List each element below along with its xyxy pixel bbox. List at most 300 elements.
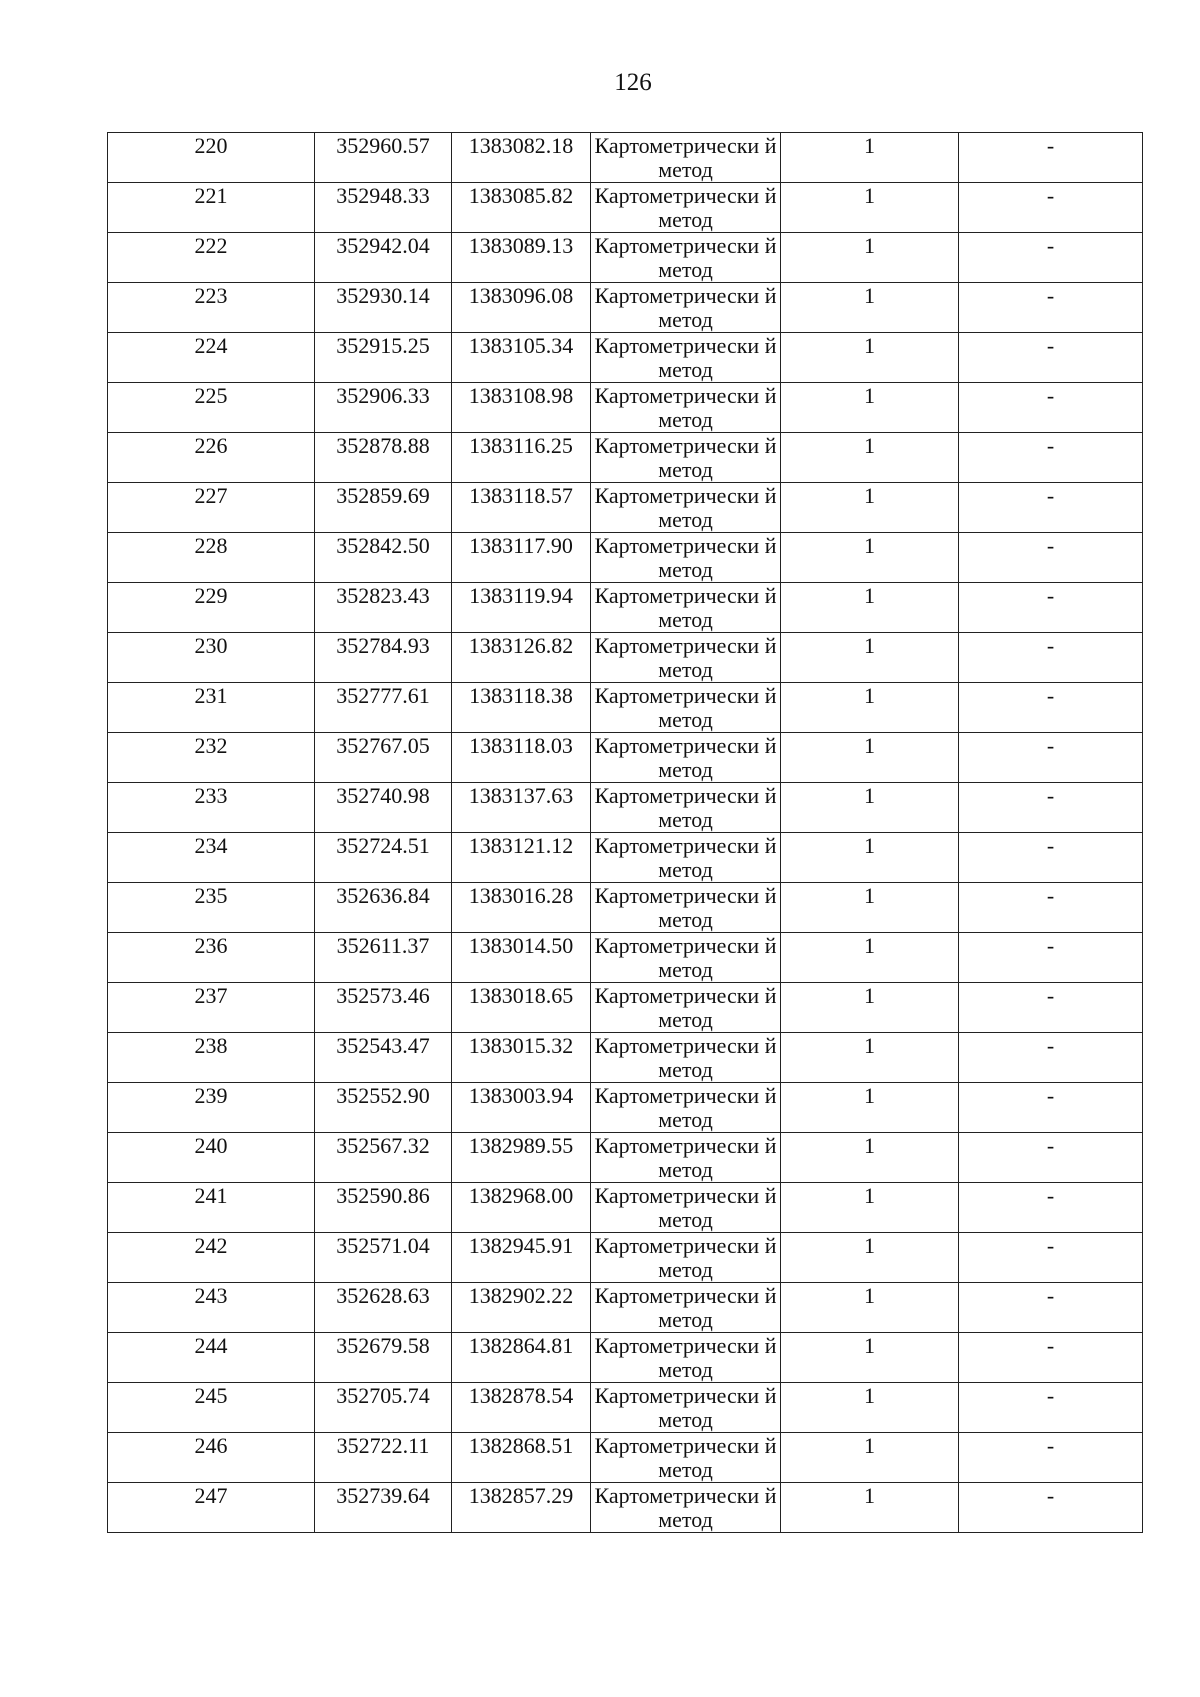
table-row (108, 1333, 1143, 1383)
x-coordinate-cell (315, 1433, 452, 1483)
table-row (108, 183, 1143, 233)
point-number-value: 238 (194, 1033, 228, 1058)
point-number-cell (108, 483, 315, 533)
description-cell (959, 133, 1143, 183)
description-value: - (1046, 1133, 1055, 1158)
description-cell (959, 1233, 1143, 1283)
x-coordinate-value: 352777.61 (336, 683, 430, 708)
x-coordinate-value: 352724.51 (336, 833, 430, 858)
description-cell (959, 1083, 1143, 1133)
x-coordinate-cell (315, 1283, 452, 1333)
description-value: - (1046, 533, 1055, 558)
accuracy-cell (781, 933, 959, 983)
y-coordinate-value: 1383108.98 (468, 383, 574, 408)
description-value: - (1046, 1383, 1055, 1408)
method-value: Картометрически й метод (594, 1033, 777, 1082)
description-cell (959, 283, 1143, 333)
y-coordinate-value: 1383089.13 (468, 233, 574, 258)
x-coordinate-value: 352679.58 (336, 1333, 430, 1358)
point-number-value: 229 (194, 583, 228, 608)
y-coordinate-value: 1382945.91 (468, 1233, 574, 1258)
description-cell (959, 1433, 1143, 1483)
description-cell (959, 1183, 1143, 1233)
method-value: Картометрически й метод (594, 333, 777, 382)
x-coordinate-value: 352628.63 (336, 1283, 430, 1308)
table-row (108, 533, 1143, 583)
accuracy-cell (781, 433, 959, 483)
point-number-cell (108, 1483, 315, 1533)
description-value: - (1046, 333, 1055, 358)
y-coordinate-cell (452, 933, 591, 983)
accuracy-cell (781, 1283, 959, 1333)
accuracy-value: 1 (864, 333, 875, 358)
point-number-value: 237 (194, 983, 228, 1008)
accuracy-value: 1 (864, 1383, 875, 1408)
description-cell (959, 833, 1143, 883)
table-row (108, 783, 1143, 833)
accuracy-cell (781, 983, 959, 1033)
y-coordinate-cell (452, 283, 591, 333)
y-coordinate-value: 1383137.63 (468, 783, 574, 808)
y-coordinate-cell (452, 1183, 591, 1233)
method-value: Картометрически й метод (594, 483, 777, 532)
x-coordinate-value: 352906.33 (336, 383, 430, 408)
method-value: Картометрически й метод (594, 1483, 777, 1532)
point-number-cell (108, 933, 315, 983)
description-value: - (1046, 783, 1055, 808)
table-row (108, 233, 1143, 283)
x-coordinate-cell (315, 133, 452, 183)
description-cell (959, 1133, 1143, 1183)
description-cell (959, 433, 1143, 483)
accuracy-cell (781, 1383, 959, 1433)
point-number-value: 233 (194, 783, 228, 808)
point-number-value: 224 (194, 333, 228, 358)
accuracy-value: 1 (864, 683, 875, 708)
y-coordinate-cell (452, 1483, 591, 1533)
method-cell (591, 1483, 781, 1533)
method-cell (591, 233, 781, 283)
y-coordinate-cell (452, 1083, 591, 1133)
description-value: - (1046, 383, 1055, 408)
accuracy-cell (781, 283, 959, 333)
method-cell (591, 1133, 781, 1183)
x-coordinate-cell (315, 933, 452, 983)
accuracy-cell (781, 1133, 959, 1183)
point-number-value: 235 (194, 883, 228, 908)
accuracy-value: 1 (864, 283, 875, 308)
point-number-cell (108, 1283, 315, 1333)
y-coordinate-value: 1382857.29 (468, 1483, 574, 1508)
table-row (108, 1033, 1143, 1083)
y-coordinate-cell (452, 1033, 591, 1083)
point-number-cell (108, 1233, 315, 1283)
point-number-value: 223 (194, 283, 228, 308)
point-number-value: 226 (194, 433, 228, 458)
point-number-cell (108, 783, 315, 833)
accuracy-cell (781, 183, 959, 233)
description-cell (959, 583, 1143, 633)
description-cell (959, 533, 1143, 583)
accuracy-value: 1 (864, 433, 875, 458)
point-number-cell (108, 433, 315, 483)
x-coordinate-cell (315, 283, 452, 333)
y-coordinate-value: 1382902.22 (468, 1283, 574, 1308)
table-body (108, 133, 1143, 1533)
y-coordinate-value: 1383015.32 (468, 1033, 574, 1058)
point-number-cell (108, 333, 315, 383)
description-value: - (1046, 983, 1055, 1008)
table-row (108, 683, 1143, 733)
description-cell (959, 183, 1143, 233)
method-cell (591, 933, 781, 983)
y-coordinate-value: 1383003.94 (468, 1083, 574, 1108)
description-value: - (1046, 233, 1055, 258)
y-coordinate-cell (452, 1283, 591, 1333)
description-cell (959, 783, 1143, 833)
accuracy-cell (781, 783, 959, 833)
point-number-value: 230 (194, 633, 228, 658)
description-cell (959, 733, 1143, 783)
table-row (108, 333, 1143, 383)
description-cell (959, 683, 1143, 733)
table-row (108, 1183, 1143, 1233)
description-value: - (1046, 833, 1055, 858)
x-coordinate-value: 352960.57 (336, 133, 430, 158)
description-value: - (1046, 1433, 1055, 1458)
accuracy-cell (781, 633, 959, 683)
method-value: Картометрически й метод (594, 1333, 777, 1382)
x-coordinate-value: 352543.47 (336, 1033, 430, 1058)
method-cell (591, 533, 781, 583)
accuracy-value: 1 (864, 983, 875, 1008)
x-coordinate-value: 352823.43 (336, 583, 430, 608)
description-value: - (1046, 133, 1055, 158)
y-coordinate-value: 1382868.51 (468, 1433, 574, 1458)
x-coordinate-value: 352739.64 (336, 1483, 430, 1508)
point-number-value: 240 (194, 1133, 228, 1158)
accuracy-value: 1 (864, 733, 875, 758)
y-coordinate-cell (452, 533, 591, 583)
accuracy-value: 1 (864, 1133, 875, 1158)
accuracy-value: 1 (864, 1433, 875, 1458)
accuracy-cell (781, 333, 959, 383)
description-cell (959, 1333, 1143, 1383)
table-row (108, 833, 1143, 883)
point-number-value: 242 (194, 1233, 228, 1258)
x-coordinate-cell (315, 1383, 452, 1433)
x-coordinate-cell (315, 683, 452, 733)
x-coordinate-value: 352767.05 (336, 733, 430, 758)
method-cell (591, 283, 781, 333)
description-value: - (1046, 933, 1055, 958)
x-coordinate-value: 352552.90 (336, 1083, 430, 1108)
point-number-cell (108, 983, 315, 1033)
x-coordinate-value: 352915.25 (336, 333, 430, 358)
accuracy-value: 1 (864, 883, 875, 908)
x-coordinate-cell (315, 1483, 452, 1533)
description-value: - (1046, 1083, 1055, 1108)
x-coordinate-cell (315, 233, 452, 283)
table-row (108, 733, 1143, 783)
x-coordinate-value: 352611.37 (336, 933, 430, 958)
y-coordinate-value: 1382864.81 (468, 1333, 574, 1358)
point-number-value: 232 (194, 733, 228, 758)
table-row (108, 283, 1143, 333)
accuracy-value: 1 (864, 483, 875, 508)
description-cell (959, 633, 1143, 683)
x-coordinate-cell (315, 583, 452, 633)
y-coordinate-cell (452, 383, 591, 433)
y-coordinate-cell (452, 583, 591, 633)
point-number-value: 236 (194, 933, 228, 958)
y-coordinate-value: 1383082.18 (468, 133, 574, 158)
x-coordinate-cell (315, 183, 452, 233)
accuracy-value: 1 (864, 583, 875, 608)
point-number-value: 221 (194, 183, 228, 208)
x-coordinate-cell (315, 1083, 452, 1133)
page-number: 126 (614, 69, 652, 96)
point-number-cell (108, 733, 315, 783)
x-coordinate-value: 352705.74 (336, 1383, 430, 1408)
point-number-cell (108, 283, 315, 333)
point-number-cell (108, 133, 315, 183)
accuracy-value: 1 (864, 183, 875, 208)
accuracy-value: 1 (864, 1033, 875, 1058)
x-coordinate-value: 352878.88 (336, 433, 430, 458)
table-row (108, 1283, 1143, 1333)
accuracy-value: 1 (864, 933, 875, 958)
table-row (108, 1233, 1143, 1283)
table-row (108, 1133, 1143, 1183)
method-value: Картометрически й метод (594, 383, 777, 432)
x-coordinate-cell (315, 533, 452, 583)
coordinates-table (107, 132, 1143, 1533)
table-row (108, 133, 1143, 183)
method-cell (591, 1033, 781, 1083)
description-value: - (1046, 683, 1055, 708)
y-coordinate-cell (452, 783, 591, 833)
method-value: Картометрически й метод (594, 583, 777, 632)
description-value: - (1046, 1233, 1055, 1258)
description-cell (959, 1033, 1143, 1083)
method-value: Картометрически й метод (594, 1283, 777, 1332)
method-value: Картометрически й метод (594, 933, 777, 982)
description-cell (959, 483, 1143, 533)
y-coordinate-cell (452, 883, 591, 933)
x-coordinate-cell (315, 1333, 452, 1383)
point-number-cell (108, 633, 315, 683)
description-cell (959, 983, 1143, 1033)
x-coordinate-value: 352784.93 (336, 633, 430, 658)
method-cell (591, 633, 781, 683)
point-number-value: 231 (194, 683, 228, 708)
method-value: Картометрически й метод (594, 1383, 777, 1432)
accuracy-cell (781, 733, 959, 783)
accuracy-cell (781, 1083, 959, 1133)
y-coordinate-cell (452, 1233, 591, 1283)
x-coordinate-cell (315, 1033, 452, 1083)
accuracy-cell (781, 133, 959, 183)
point-number-cell (108, 1383, 315, 1433)
x-coordinate-cell (315, 633, 452, 683)
x-coordinate-value: 352567.32 (336, 1133, 430, 1158)
description-value: - (1046, 583, 1055, 608)
table-row (108, 933, 1143, 983)
method-cell (591, 583, 781, 633)
method-cell (591, 733, 781, 783)
method-cell (591, 483, 781, 533)
accuracy-value: 1 (864, 383, 875, 408)
method-value: Картометрически й метод (594, 433, 777, 482)
point-number-cell (108, 533, 315, 583)
x-coordinate-value: 352740.98 (336, 783, 430, 808)
accuracy-cell (781, 233, 959, 283)
method-value: Картометрически й метод (594, 183, 777, 232)
description-value: - (1046, 433, 1055, 458)
accuracy-value: 1 (864, 1483, 875, 1508)
y-coordinate-value: 1383018.65 (468, 983, 574, 1008)
y-coordinate-cell (452, 233, 591, 283)
x-coordinate-cell (315, 883, 452, 933)
y-coordinate-value: 1382878.54 (468, 1383, 574, 1408)
description-cell (959, 1483, 1143, 1533)
accuracy-value: 1 (864, 233, 875, 258)
point-number-cell (108, 833, 315, 883)
description-value: - (1046, 1283, 1055, 1308)
method-cell (591, 1333, 781, 1383)
x-coordinate-value: 352571.04 (336, 1233, 430, 1258)
x-coordinate-cell (315, 1183, 452, 1233)
method-cell (591, 783, 781, 833)
point-number-cell (108, 1183, 315, 1233)
accuracy-cell (781, 1033, 959, 1083)
accuracy-value: 1 (864, 1233, 875, 1258)
accuracy-cell (781, 683, 959, 733)
y-coordinate-value: 1382989.55 (468, 1133, 574, 1158)
description-value: - (1046, 283, 1055, 308)
table-row (108, 983, 1143, 1033)
accuracy-cell (781, 833, 959, 883)
y-coordinate-value: 1383016.28 (468, 883, 574, 908)
y-coordinate-value: 1383126.82 (468, 633, 574, 658)
method-value: Картометрически й метод (594, 1433, 777, 1482)
x-coordinate-cell (315, 733, 452, 783)
description-value: - (1046, 633, 1055, 658)
point-number-value: 246 (194, 1433, 228, 1458)
description-value: - (1046, 183, 1055, 208)
x-coordinate-cell (315, 483, 452, 533)
point-number-cell (108, 683, 315, 733)
x-coordinate-value: 352590.86 (336, 1183, 430, 1208)
method-value: Картометрически й метод (594, 733, 777, 782)
x-coordinate-value: 352930.14 (336, 283, 430, 308)
table-row (108, 1433, 1143, 1483)
y-coordinate-value: 1383096.08 (468, 283, 574, 308)
table-row (108, 583, 1143, 633)
x-coordinate-value: 352859.69 (336, 483, 430, 508)
x-coordinate-value: 352948.33 (336, 183, 430, 208)
accuracy-value: 1 (864, 133, 875, 158)
accuracy-cell (781, 383, 959, 433)
x-coordinate-value: 352636.84 (336, 883, 430, 908)
y-coordinate-value: 1383105.34 (468, 333, 574, 358)
point-number-value: 239 (194, 1083, 228, 1108)
point-number-cell (108, 883, 315, 933)
y-coordinate-value: 1382968.00 (468, 1183, 574, 1208)
method-cell (591, 983, 781, 1033)
method-value: Картометрически й метод (594, 1233, 777, 1282)
y-coordinate-cell (452, 983, 591, 1033)
table-row (108, 1383, 1143, 1433)
x-coordinate-cell (315, 783, 452, 833)
y-coordinate-value: 1383119.94 (469, 583, 573, 608)
method-cell (591, 183, 781, 233)
y-coordinate-value: 1383121.12 (468, 833, 574, 858)
x-coordinate-cell (315, 1233, 452, 1283)
x-coordinate-value: 352573.46 (336, 983, 430, 1008)
method-value: Картометрически й метод (594, 1083, 777, 1132)
method-cell (591, 1283, 781, 1333)
table-row (108, 483, 1143, 533)
point-number-value: 243 (194, 1283, 228, 1308)
point-number-cell (108, 183, 315, 233)
y-coordinate-cell (452, 733, 591, 783)
point-number-value: 220 (194, 133, 228, 158)
description-value: - (1046, 1333, 1055, 1358)
x-coordinate-cell (315, 383, 452, 433)
method-value: Картометрически й метод (594, 533, 777, 582)
method-value: Картометрически й метод (594, 233, 777, 282)
y-coordinate-cell (452, 683, 591, 733)
y-coordinate-cell (452, 1133, 591, 1183)
accuracy-cell (781, 1483, 959, 1533)
accuracy-value: 1 (864, 533, 875, 558)
accuracy-value: 1 (864, 833, 875, 858)
table-row (108, 883, 1143, 933)
x-coordinate-value: 352722.11 (336, 1433, 430, 1458)
point-number-cell (108, 1433, 315, 1483)
point-number-cell (108, 1033, 315, 1083)
point-number-value: 227 (194, 483, 228, 508)
y-coordinate-value: 1383117.90 (469, 533, 573, 558)
method-value: Картометрически й метод (594, 883, 777, 932)
accuracy-cell (781, 883, 959, 933)
method-value: Картометрически й метод (594, 833, 777, 882)
table-row (108, 1083, 1143, 1133)
description-cell (959, 383, 1143, 433)
method-value: Картометрически й метод (594, 283, 777, 332)
table-row (108, 383, 1143, 433)
x-coordinate-cell (315, 833, 452, 883)
accuracy-cell (781, 1333, 959, 1383)
x-coordinate-value: 352842.50 (336, 533, 430, 558)
y-coordinate-value: 1383116.25 (469, 433, 573, 458)
method-cell (591, 1383, 781, 1433)
method-cell (591, 133, 781, 183)
method-cell (591, 683, 781, 733)
accuracy-cell (781, 1433, 959, 1483)
method-value: Картометрически й метод (594, 1183, 777, 1232)
table-row (108, 433, 1143, 483)
point-number-cell (108, 233, 315, 283)
description-value: - (1046, 1183, 1055, 1208)
point-number-value: 241 (194, 1183, 228, 1208)
point-number-cell (108, 1083, 315, 1133)
accuracy-value: 1 (864, 783, 875, 808)
method-cell (591, 1183, 781, 1233)
description-value: - (1046, 483, 1055, 508)
